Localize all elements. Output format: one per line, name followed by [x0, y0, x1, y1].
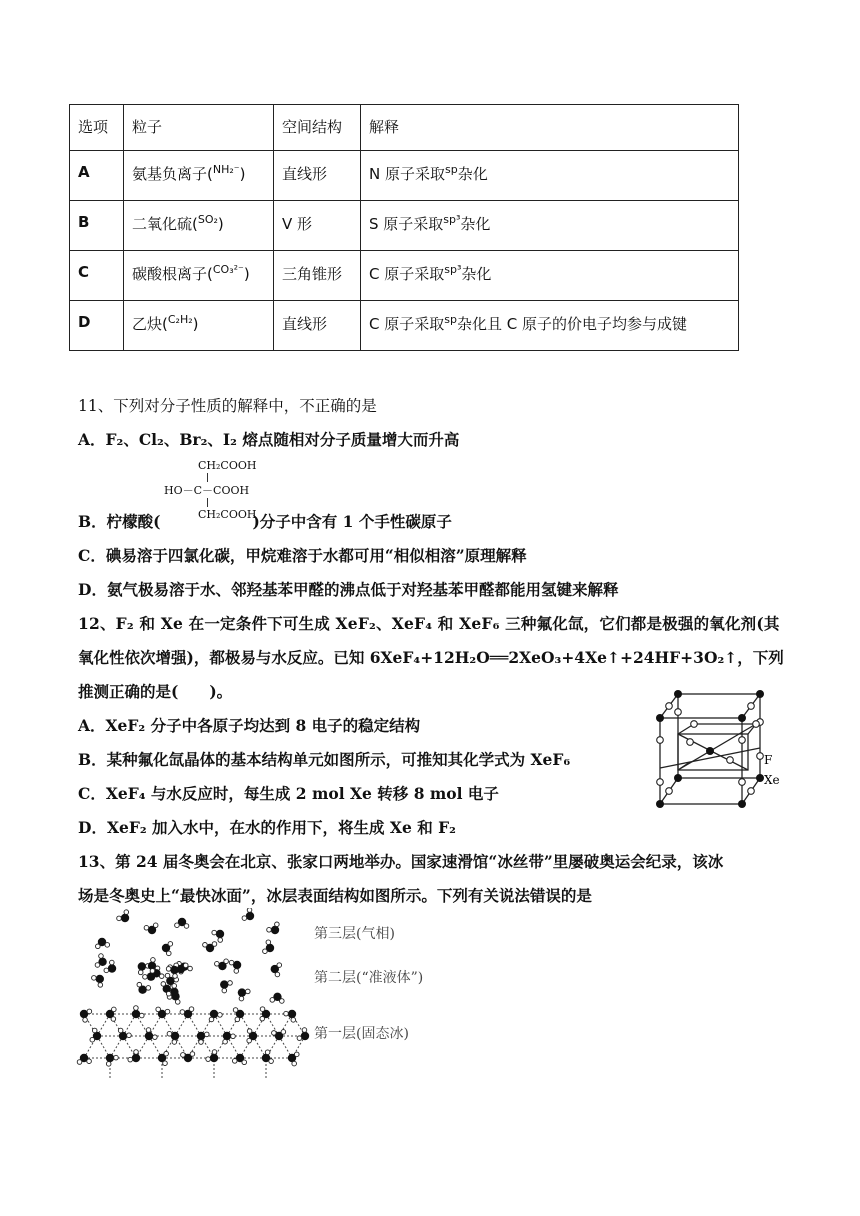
water-molecule [271, 963, 282, 977]
water-molecule [242, 908, 254, 920]
q11-option-a: A．F₂、Cl₂、Br₂、I₂ 熔点随相对分子质量增大而升高 [78, 430, 460, 449]
row-explanation: C 原子采取$^{sp^3}$杂化 [361, 251, 739, 301]
q11-stem: 11、下列对分子性质的解释中，不正确的是 [78, 397, 377, 415]
water-molecule [137, 982, 151, 994]
header-option: 选项 [70, 105, 124, 151]
row-explanation: C 原子采取$^{sp}$杂化且 C 原子的价电子均参与成键 [361, 301, 739, 351]
water-molecule [144, 923, 158, 934]
water-molecule [284, 1010, 296, 1022]
q12-option-d: D．XeF₂ 加入水中，在水的作用下，将生成 Xe 和 F₂ [78, 818, 456, 837]
water-molecule [220, 980, 232, 993]
layer3-label: 第三层(气相) [314, 926, 395, 942]
water-molecule [203, 942, 217, 953]
water-molecule [117, 910, 129, 922]
q12-option-b: B．某种氟化氙晶体的基本结构单元如图所示，可推知其化学式为 XeF₆ [78, 750, 571, 769]
water-molecule [96, 938, 110, 949]
row-shape: 直线形 [274, 301, 361, 351]
table-row [70, 151, 739, 201]
water-molecule [80, 1009, 92, 1022]
water-molecule [143, 969, 155, 981]
water-molecule [263, 940, 275, 954]
water-molecule [197, 1032, 209, 1044]
q11-option-c: C．碘易溶于四氯化碳，甲烷难溶于水都可用“相似相溶”原理解释 [78, 546, 527, 565]
legend-xe: Xe [764, 773, 780, 787]
row-shape: 三角锥形 [274, 251, 361, 301]
water-molecule [267, 922, 279, 934]
water-molecule [132, 1006, 144, 1018]
row-option: B [70, 201, 124, 251]
row-particle: 氨基负离子($^{NH_2^-}$) [124, 151, 274, 201]
water-molecule [206, 1050, 218, 1062]
water-molecule [145, 1028, 157, 1040]
bond-line [207, 498, 208, 507]
table-row [70, 251, 739, 301]
row-explanation: N 原子采取$^{sp}$杂化 [361, 151, 739, 201]
q11-option-b: B．柠檬酸( )分子中含有 1 个手性碳原子 [78, 512, 452, 531]
q12-stem-line2: 氧化性依次增强)，都极易与水反应。已知 6XeF₄+12H₂O══2XeO₃+4Xe↑+24HF+3O₂↑，下列 [78, 648, 784, 667]
water-molecule [92, 975, 104, 987]
row-particle: 二氧化硫($^{SO_2}$) [124, 201, 274, 251]
water-molecule [270, 993, 284, 1004]
table-row [70, 301, 739, 351]
row-option: D [70, 301, 124, 351]
q12-option-c: C．XeF₄ 与水反应时，每生成 2 mol Xe 转移 8 mol 电子 [78, 784, 499, 803]
row-particle: 碳酸根离子($^{CO_3^{2-}}$) [124, 251, 274, 301]
xef-crystal-figure [650, 688, 790, 812]
row-particle: 乙炔($^{C_2H_2}$) [124, 301, 274, 351]
water-molecule [232, 1054, 246, 1065]
water-molecule [272, 1030, 286, 1041]
ice-surface-figure [70, 908, 460, 1084]
layer1-label: 第一层(固态冰) [314, 1026, 409, 1042]
water-molecule [223, 1032, 235, 1044]
water-molecule [118, 1028, 131, 1040]
water-molecule [162, 942, 173, 956]
water-molecule [262, 1050, 274, 1064]
water-molecule [128, 1050, 140, 1062]
header-explanation: 解释 [361, 105, 739, 151]
layer2-label: 第二层(“准液体”) [314, 970, 424, 986]
table-header [70, 105, 739, 151]
header-shape: 空间结构 [274, 105, 361, 151]
water-molecule [212, 930, 224, 942]
row-explanation: S 原子采取$^{sp^3}$杂化 [361, 201, 739, 251]
q13-stem-line2: 场是冬奥史上“最快冰面”，冰层表面结构如图所示。下列有关说法错误的是 [78, 886, 592, 905]
q12-stem-line3: 推测正确的是( )。 [78, 682, 233, 701]
table-row [70, 201, 739, 251]
struct-bottom: CH₂COOH [198, 508, 257, 521]
q12-option-a: A．XeF₂ 分子中各原子均达到 8 电子的稳定结构 [78, 716, 421, 735]
bond-line [207, 473, 208, 482]
q13-stem-line1: 13、第 24 届冬奥会在北京、张家口两地举办。国家速滑馆“冰丝带”里屡破奥运会纪录，该冰 [78, 852, 724, 871]
water-molecule [180, 1007, 194, 1018]
water-molecule [238, 988, 250, 1000]
water-molecule [209, 1010, 222, 1022]
row-option: A [70, 151, 124, 201]
row-option: C [70, 251, 124, 301]
water-molecule [167, 1031, 179, 1044]
water-molecule [175, 918, 189, 928]
water-molecule [106, 1054, 118, 1066]
water-molecule [233, 1008, 244, 1022]
row-shape: V 形 [274, 201, 361, 251]
water-molecule [77, 1054, 91, 1064]
row-shape: 直线形 [274, 151, 361, 201]
struct-top: CH₂COOH [198, 459, 257, 472]
water-molecule [215, 959, 229, 970]
water-molecule [229, 960, 241, 973]
water-molecule [95, 954, 107, 968]
water-molecule [181, 1052, 195, 1063]
legend-f: F [764, 753, 773, 767]
q12-stem-line1: 12、F₂ 和 Xe 在一定条件下可生成 XeF₂、XeF₄ 和 XeF₆ 三种氟化氙，它们都是极强的氧化剂(其 [78, 614, 780, 633]
water-molecule [297, 1028, 309, 1041]
options-table [69, 104, 739, 351]
water-molecule [156, 1007, 170, 1018]
header-particle: 粒子 [124, 105, 274, 151]
q11-option-d: D．氨气极易溶于水、邻羟基苯甲醛的沸点低于对羟基苯甲醛都能用氢键来解释 [78, 580, 619, 599]
struct-mid: HO－C－COOH [164, 484, 250, 497]
